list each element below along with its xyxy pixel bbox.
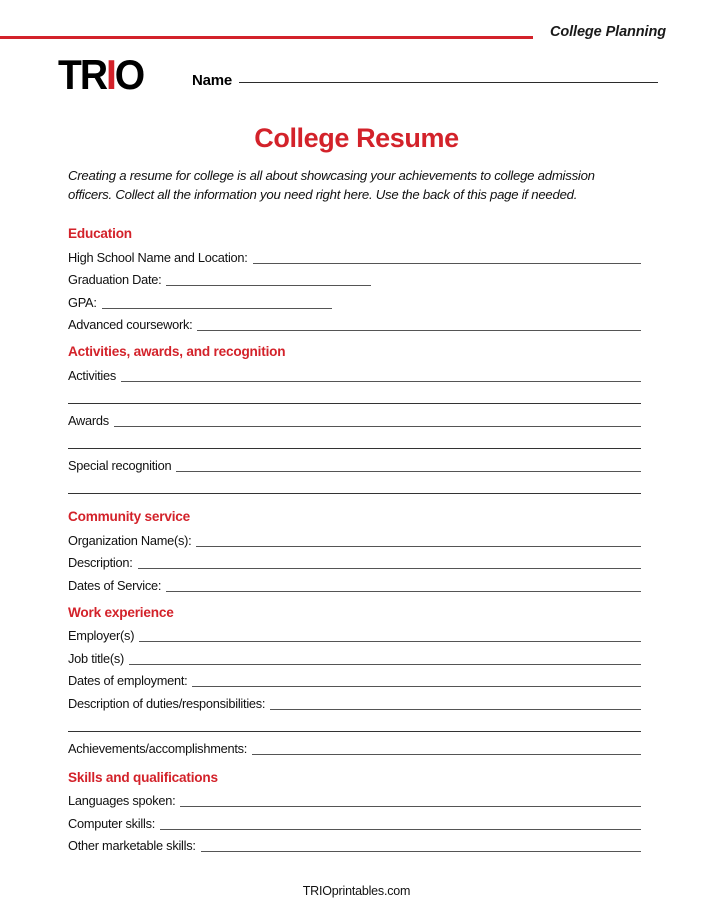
logo-accent-letter: I: [105, 51, 115, 98]
field-input-line[interactable]: [176, 470, 641, 472]
form-section: [68, 226, 641, 334]
field-label: Special recognition: [68, 457, 172, 473]
field-input-line[interactable]: [114, 425, 641, 427]
field-label: Description:: [68, 555, 133, 570]
field-input-line[interactable]: [160, 828, 641, 830]
field-continuation-line[interactable]: [68, 402, 641, 404]
field-continuation-line[interactable]: [68, 730, 641, 732]
form-field-row: [68, 289, 641, 312]
header-accent-rule: [0, 36, 533, 39]
form-field-row: [68, 407, 641, 430]
name-input-line[interactable]: [239, 81, 658, 83]
form-field-row: [68, 452, 641, 475]
field-continuation-line[interactable]: [68, 447, 641, 449]
name-field-row: [192, 72, 658, 89]
form-field-row: [68, 527, 641, 550]
field-label: Awards: [68, 412, 109, 428]
field-input-line[interactable]: [180, 805, 641, 807]
field-input-line[interactable]: [102, 307, 332, 309]
field-input-line[interactable]: [129, 663, 641, 665]
field-input-line[interactable]: [201, 850, 641, 852]
section-gap: [68, 758, 641, 770]
field-label: Description of duties/responsibilities:: [68, 695, 266, 711]
form-section: [68, 770, 641, 856]
form-field-row: [68, 788, 641, 811]
form-field-row: [68, 735, 641, 758]
field-label: Organization Name(s):: [68, 532, 192, 548]
form-field-row: [68, 623, 641, 646]
form-field-row: [68, 833, 641, 856]
field-label: Job title(s): [68, 650, 125, 666]
intro-paragraph: Creating a resume for college is all about showcasing your achievements to college admission officers. Collect all the information you need right here. Use the back of this page if needed.: [68, 168, 595, 202]
field-continuation-row: [68, 713, 641, 736]
field-label: GPA:: [68, 294, 97, 310]
field-label: Languages spoken:: [68, 793, 176, 808]
section-heading: Community service: [68, 509, 191, 524]
field-continuation-row: [68, 385, 641, 408]
field-label: Dates of Service:: [68, 577, 162, 593]
form-field-row: [68, 572, 641, 595]
form-section: [68, 509, 641, 595]
field-continuation-line[interactable]: [68, 492, 641, 494]
form-field-row: [68, 312, 641, 335]
header-bar: [0, 24, 713, 47]
footer-url: TRIOprintables.com: [302, 884, 411, 898]
field-input-line[interactable]: [166, 590, 641, 592]
name-label: Name: [192, 72, 233, 89]
logo-text-after: O: [114, 51, 144, 98]
form-section: [68, 605, 641, 758]
page-title: College Resume: [254, 123, 459, 153]
field-label: Computer skills:: [68, 815, 156, 831]
field-label: Employer(s): [68, 628, 135, 643]
section-heading: Work experience: [68, 604, 174, 620]
trio-logo: [58, 51, 144, 98]
form-field-row: [68, 668, 641, 691]
field-input-line[interactable]: [121, 380, 641, 382]
section-heading: Education: [68, 226, 132, 241]
form-field-row: [68, 267, 641, 290]
field-continuation-row: [68, 430, 641, 453]
section-gap: [68, 334, 641, 344]
form-field-row: [68, 362, 641, 385]
section-gap: [68, 595, 641, 605]
field-input-line[interactable]: [166, 284, 371, 286]
field-label: Advanced coursework:: [68, 317, 193, 332]
field-input-line[interactable]: [138, 567, 641, 569]
form-section: [68, 344, 641, 497]
field-input-line[interactable]: [253, 262, 641, 264]
field-label: Activities: [68, 367, 116, 383]
field-label: Dates of employment:: [68, 673, 188, 688]
form-body: [68, 226, 641, 865]
section-heading: Activities, awards, and recognition: [68, 344, 286, 359]
section-heading: Skills and qualifications: [68, 769, 218, 785]
field-label: High School Name and Location:: [68, 249, 248, 265]
field-input-line[interactable]: [139, 640, 641, 642]
form-field-row: [68, 645, 641, 668]
header-kicker: College Planning: [549, 24, 666, 40]
form-field-row: [68, 690, 641, 713]
form-field-row: [68, 550, 641, 573]
field-continuation-row: [68, 475, 641, 498]
section-gap: [68, 855, 641, 865]
field-label: Achievements/accomplishments:: [68, 740, 248, 756]
field-label: Other marketable skills:: [68, 838, 196, 853]
field-input-line[interactable]: [252, 753, 641, 755]
logo-text-before: TR: [58, 51, 106, 98]
field-input-line[interactable]: [192, 685, 641, 687]
form-field-row: [68, 244, 641, 267]
form-field-row: [68, 810, 641, 833]
field-input-line[interactable]: [270, 708, 641, 710]
field-input-line[interactable]: [197, 329, 641, 331]
field-label: Graduation Date:: [68, 272, 162, 287]
section-gap: [68, 497, 641, 509]
field-input-line[interactable]: [196, 545, 641, 547]
